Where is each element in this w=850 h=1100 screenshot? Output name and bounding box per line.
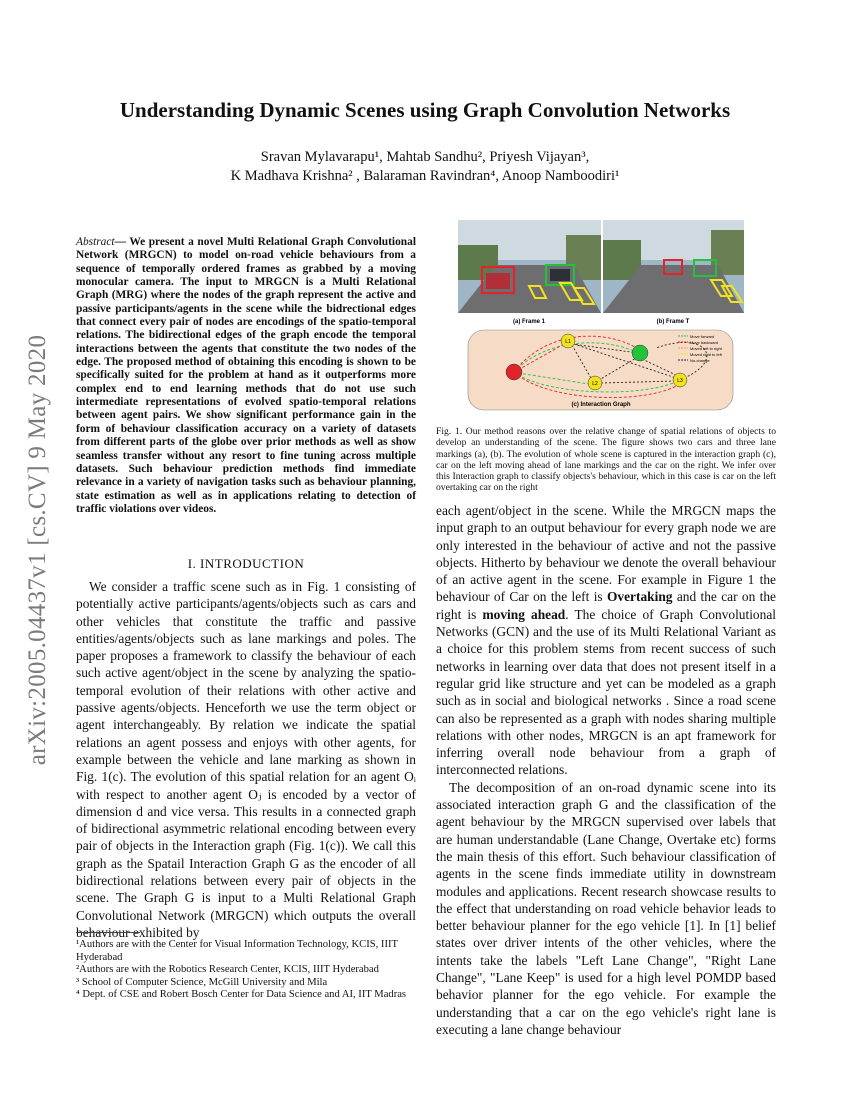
- right-paragraph-1: [436, 502, 776, 779]
- footnote-2: ²Authors are with the Robotics Research Center, KCIS, IIIT Hyderabad: [76, 964, 379, 976]
- label-l1: L1: [565, 339, 571, 345]
- footnote-3: ³ School of Computer Science, McGill University and Mila: [76, 976, 328, 988]
- right-p1-part-c: . The choice of Graph Convolutional Networks (GCN) and the use of its Multi Relational Variant as a choice for this problem stems from recent success of such networks in learning over data that does not present itself in a regular grid like structure and yet can be modeled as a graph such as in social and biological networks . Since a road scene can also be represented as a graph with nodes sharing multiple relations with other nodes, MRGCN is an apt framework for inferring overall node behaviour from a graph of interconnected relations.: [436, 606, 776, 778]
- footnote-rule: [76, 932, 140, 933]
- node-red-car: [506, 364, 522, 380]
- legend-5: No-change: [690, 358, 710, 363]
- subcaption-b: (b) Frame T: [656, 319, 690, 325]
- frame-t-image: [603, 220, 744, 313]
- abstract-label: Abstract: [76, 236, 115, 248]
- subcaption-a: (a) Frame 1: [512, 319, 546, 325]
- paper-title: Understanding Dynamic Scenes using Graph Convolution Networks: [119, 98, 731, 122]
- abstract: [76, 236, 416, 516]
- intro-paragraph: We consider a traffic scene such as in Fig. 1 consisting of potentially active participants/agents/objects such as cars and other vehicles that constitute the traffic and passive entities/agents/objects such as lane markings and poles. The paper proposes a framework to classify the behaviour of each such active agent/object in the scene by analyzing the spatio-temporal evolution of their relations with other active and passive agents/objects. Henceforth we use the term object or agent interchangeably. By relation we indicate the spatial relations an agent possess and enjoys with other agents, for example between the vehicle and lane marking as shown in Fig. 1(c). The evolution of this spatial relation for an agent Oᵢ with respect to another agent Oⱼ is encoded by a vector of dimension d and vice versa. This results in a connected graph of bidirectional asymmetric relational encoding between every pair of objects in the Interaction graph (Fig. 1(c)). We call this graph as the Spatail Interaction Graph G as the encoder of all bidirectional relations between every pair of objects in the scene. The Graph G is input to a Multi Relational Graph Convolutional Network (MRGCN) which outputs the overall behaviour exhibited by: [76, 579, 416, 940]
- footnote-4: ⁴ Dept. of CSE and Robert Bosch Center for Data Science and AI, IIT Madras: [76, 989, 407, 1001]
- arxiv-identifier: [8, 300, 68, 800]
- legend-3: Moved left to right: [690, 346, 722, 351]
- figure-1: [456, 220, 746, 415]
- right-p1-part-b: and the car on the right is: [436, 589, 776, 622]
- figure-1-graphic: [456, 220, 746, 415]
- right-column-text: [436, 502, 776, 1038]
- frame-1-image: [458, 220, 601, 313]
- footnote-1: ¹Authors are with the Center for Visual Information Technology, KCIS, IIIT Hyderabad: [76, 939, 398, 963]
- interaction-graph: [468, 330, 733, 410]
- author-line-2: K Madhava Krishna² , Balaraman Ravindran⁴, Anoop Namboodiri¹: [230, 168, 620, 184]
- abstract-text: — We present a novel Multi Relational Graph Convolutional Network (MRGCN) to model on-road vehicle behaviours from a sequence of temporally ordered frames as grabbed by a moving monocular camera. The input to MRGCN is a Multi Relational Graph (MRG) where the nodes of the graph represent the active and passive participants/agents in the scene while the bidrectional edges that connect every pair of nodes are encodings of the spatio-temporal relations. The bidirectional edges of the graph encode the temporal interactions between the agents that constitute the two nodes of the edge. The proposed method of obtaining this encoding is shown to be specifically suited for the problem at hand as it outperforms more complex end to end learning methods that do not use such intermediate representations of evolved spatio-temporal relations between agent pairs. We show significant performance gain in the form of behaviour classification accuracy on a variety of datasets from different parts of the globe over prior methods as well as show seamless transfer without any resort to fine tuning across multiple datasets. Such behaviour prediction methods find immediate relevance in a variety of navigation tasks such as behaviour planning, state estimation as well as in applications relating to detection of traffic violations over videos.: [76, 236, 416, 515]
- author-line-1: Sravan Mylavarapu¹, Mahtab Sandhu², Priyesh Vijayan³,: [260, 149, 590, 165]
- right-paragraph-2: The decomposition of an on-road dynamic scene into its associated interaction graph G and the classification of the agent behaviour by the MRGCN supervised over labels that are human understandable (Lane Change, Overtake etc) forms the main thesis of this effort. Such behaviour classification of agents in the scene finds immediate utility in downstream modules and applications. Recent research showcase results to the effect that understanding on road vehicle behavior leads to better behaviour planner for the ego vehicle [1]. In [1] belief states over driver intents of the other vehicles, where the intents take the labels "Left Lane Change", "Right Lane Change", "Lane Keep" is used for a high level POMDP based behavior planner for the ego vehicle. For example the understanding that a car on the ego vehicle's right lane is executing a lane change behaviour: [436, 779, 776, 1037]
- node-green-car: [632, 345, 648, 361]
- label-l2: L2: [592, 381, 598, 387]
- subcaption-c: (c) Interaction Graph: [571, 402, 631, 408]
- legend-4: Moved right to left: [690, 352, 722, 357]
- section-heading-introduction: I. INTRODUCTION: [187, 556, 305, 571]
- label-l3: L3: [677, 378, 683, 384]
- author-list: [0, 148, 850, 186]
- introduction-text: [76, 578, 416, 941]
- right-p1-part-a: each agent/object in the scene. While the MRGCN maps the input graph to an output behaviour for every graph node we are only interested in the behaviour of active and not the passive objects. Hitherto by behaviour we denote the overall behaviour of an active agent in the scene. For example in Figure 1 the behaviour of Car on the left is: [436, 503, 776, 605]
- legend-2: Move backward: [690, 340, 719, 345]
- legend-1: Move forward: [690, 334, 715, 339]
- arxiv-label-text: arXiv:2005.04437v1 [cs.CV] 9 May 2020: [24, 334, 51, 766]
- figure-1-caption: Fig. 1. Our method reasons over the relative change of spatial relations of objects to develop an understanding of the scene. The figure shows two cars and three lane markings (a), (b). The evolution of whole scene is captured in the interaction graph (c), car on the left moving ahead of lane markings and the car on the right. We infer over this Interaction graph to classify objects's behaviour, which in this case is car on the left overtaking car on the right: [436, 426, 776, 494]
- footnotes: [76, 939, 416, 1002]
- keyword-moving-ahead: moving ahead: [482, 606, 566, 622]
- keyword-overtaking: Overtaking: [607, 589, 673, 605]
